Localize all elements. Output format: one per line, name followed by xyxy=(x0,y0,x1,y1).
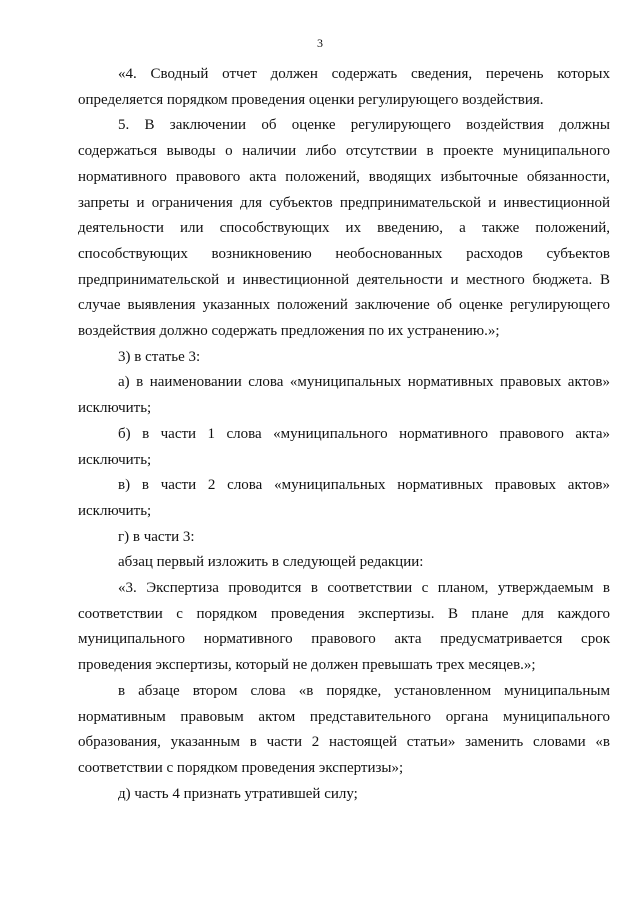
paragraph-first-abzac: абзац первый изложить в следующей редакции: xyxy=(118,554,424,571)
paragraph-article-3: 3) в статье 3: xyxy=(118,348,201,365)
paragraph-summary-report: «4. Сводный отчет должен содержать сведения, перечень которых определяется порядком проведения оценки регулирующего воздействия. xyxy=(78,66,610,108)
paragraph-conclusion-assessment: 5. В заключении об оценке регулирующего воздействия должны содержаться выводы о наличии либо отсутствии в проекте муниципального нормативного правового акта положений, вводящих избыточные обязанности, запреты и ограничения для субъектов предпринимательской и инвестиционной деятельности или способствующих их введению, а также положений, способствующих возникновению необоснованных расходов субъектов предпринимательской и инвестиционной деятельности и местного бюджета. В случае выявления указанных положений заключение об оценке регулирующего воздействия должно содержать предложения по их устранению.»; xyxy=(78,117,610,340)
paragraph-item-v: в) в части 2 слова «муниципальных нормативных правовых актов» исключить; xyxy=(78,477,610,519)
paragraph-second-abzac: в абзаце втором слова «в порядке, установленном муниципальным нормативным правовым актом представительного органа муниципального образования, указанным в части 2 настоящей статьи» заменить словами «в соответствии с порядком проведения экспертизы»; xyxy=(78,682,610,776)
document-body xyxy=(78,62,610,807)
paragraph-expertise-plan: «3. Экспертиза проводится в соответствии с планом, утверждаемым в соответствии с порядком проведения экспертизы. В плане для каждого муниципального нормативного правового акта предусматривается срок проведения экспертизы, который не должен превышать трех месяцев.»; xyxy=(78,580,610,674)
paragraph-item-g: г) в части 3: xyxy=(118,528,195,545)
page-number: 3 xyxy=(317,36,323,50)
paragraph-item-a: а) в наименовании слова «муниципальных нормативных правовых актов» исключить; xyxy=(78,374,610,417)
paragraph-item-b: б) в части 1 слова «муниципального нормативного правового акта» исключить; xyxy=(78,425,610,468)
paragraph-item-d: д) часть 4 признать утратившей силу; xyxy=(118,785,358,802)
